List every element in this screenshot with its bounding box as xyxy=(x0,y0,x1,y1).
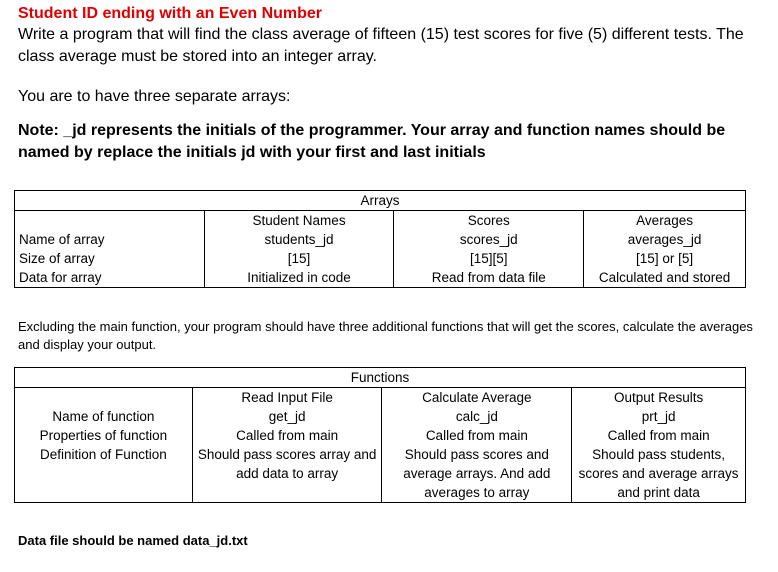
table-cell: scores_jd xyxy=(394,230,584,249)
row-label: Name of array xyxy=(15,230,205,249)
table-cell: Calculated and stored xyxy=(584,268,746,288)
row-label: Data for array xyxy=(15,268,205,288)
table-cell: Should pass scores and average arrays. And add averages to array xyxy=(382,445,572,503)
table-cell: Should pass scores array and add data to array xyxy=(192,445,382,503)
functions-intro: Excluding the main function, your program should have three additional functions that will get the scores, calculate the averages and display your output. xyxy=(18,319,753,352)
functions-table xyxy=(14,367,746,503)
row-label: Name of function xyxy=(15,407,193,426)
table-cell: get_jd xyxy=(192,407,382,426)
table-cell: Called from main xyxy=(192,426,382,445)
table-cell: students_jd xyxy=(204,230,394,249)
table-cell: prt_jd xyxy=(572,407,746,426)
row-label: Properties of function xyxy=(15,426,193,445)
arrays-table-title: Arrays xyxy=(15,191,746,211)
table-cell: averages_jd xyxy=(584,230,746,249)
table-cell: [15][5] xyxy=(394,249,584,268)
data-file-note: Data file should be named data_jd.txt xyxy=(18,533,248,548)
column-header: Read Input File xyxy=(192,388,382,408)
table-cell: Called from main xyxy=(382,426,572,445)
note-paragraph: Note: _jd represents the initials of the programmer. Your array and function names should be named by replace the initials jd with your first and last initials xyxy=(18,122,726,161)
column-header: Averages xyxy=(584,211,746,231)
table-cell: Called from main xyxy=(572,426,746,445)
functions-table-title: Functions xyxy=(15,368,746,388)
arrays-table xyxy=(14,190,746,288)
row-label: Size of array xyxy=(15,249,205,268)
column-header: Scores xyxy=(394,211,584,231)
column-header: Output Results xyxy=(572,388,746,408)
table-cell: Initialized in code xyxy=(204,268,394,288)
column-header: Calculate Average xyxy=(382,388,572,408)
column-header: Student Names xyxy=(204,211,394,231)
table-cell: [15] or [5] xyxy=(584,249,746,268)
intro-paragraph: Write a program that will find the class average of fifteen (15) test scores for five (5) different tests. The class average must be stored into an integer array. xyxy=(18,26,744,65)
page-heading: Student ID ending with an Even Number xyxy=(18,5,323,22)
arrays-intro: You are to have three separate arrays: xyxy=(18,88,291,105)
table-cell: [15] xyxy=(204,249,394,268)
table-cell: calc_jd xyxy=(382,407,572,426)
table-cell: Read from data file xyxy=(394,268,584,288)
row-label: Definition of Function xyxy=(15,445,193,503)
table-cell: Should pass students, scores and average arrays and print data xyxy=(572,445,746,503)
